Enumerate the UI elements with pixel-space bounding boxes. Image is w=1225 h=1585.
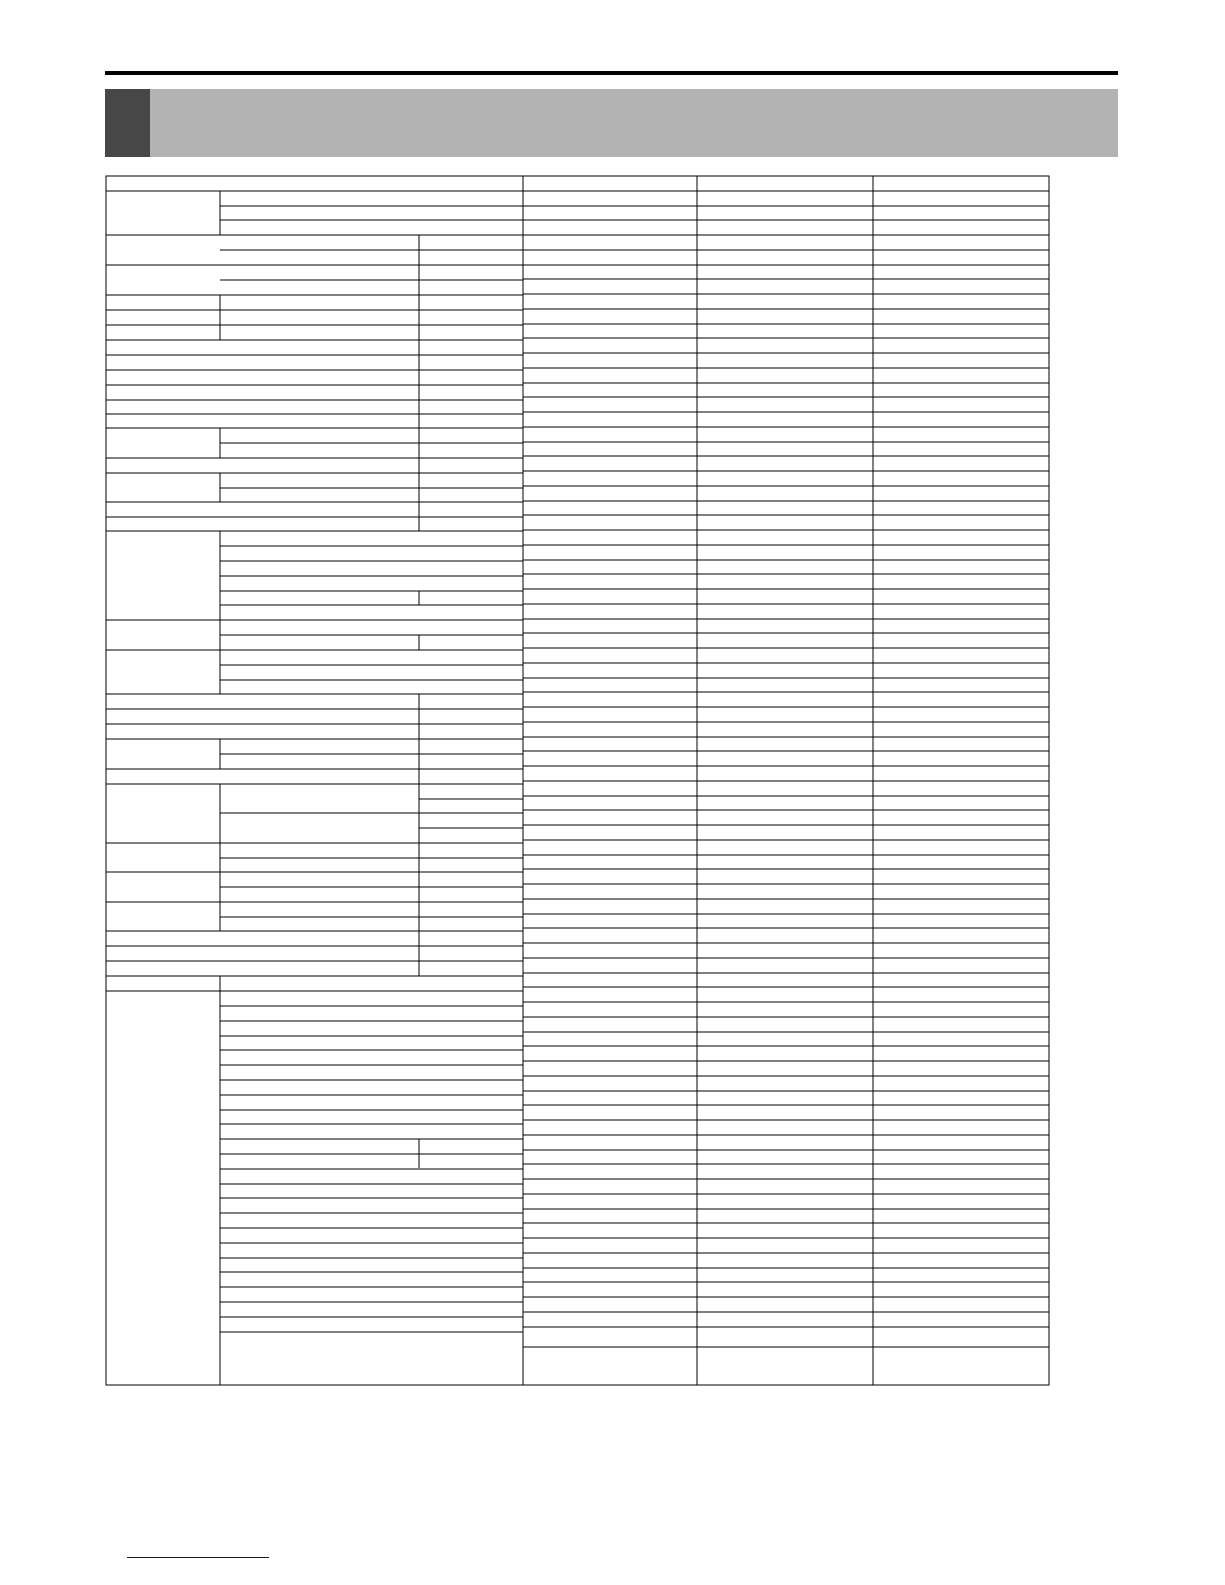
footer-link[interactable]: [127, 1557, 269, 1558]
